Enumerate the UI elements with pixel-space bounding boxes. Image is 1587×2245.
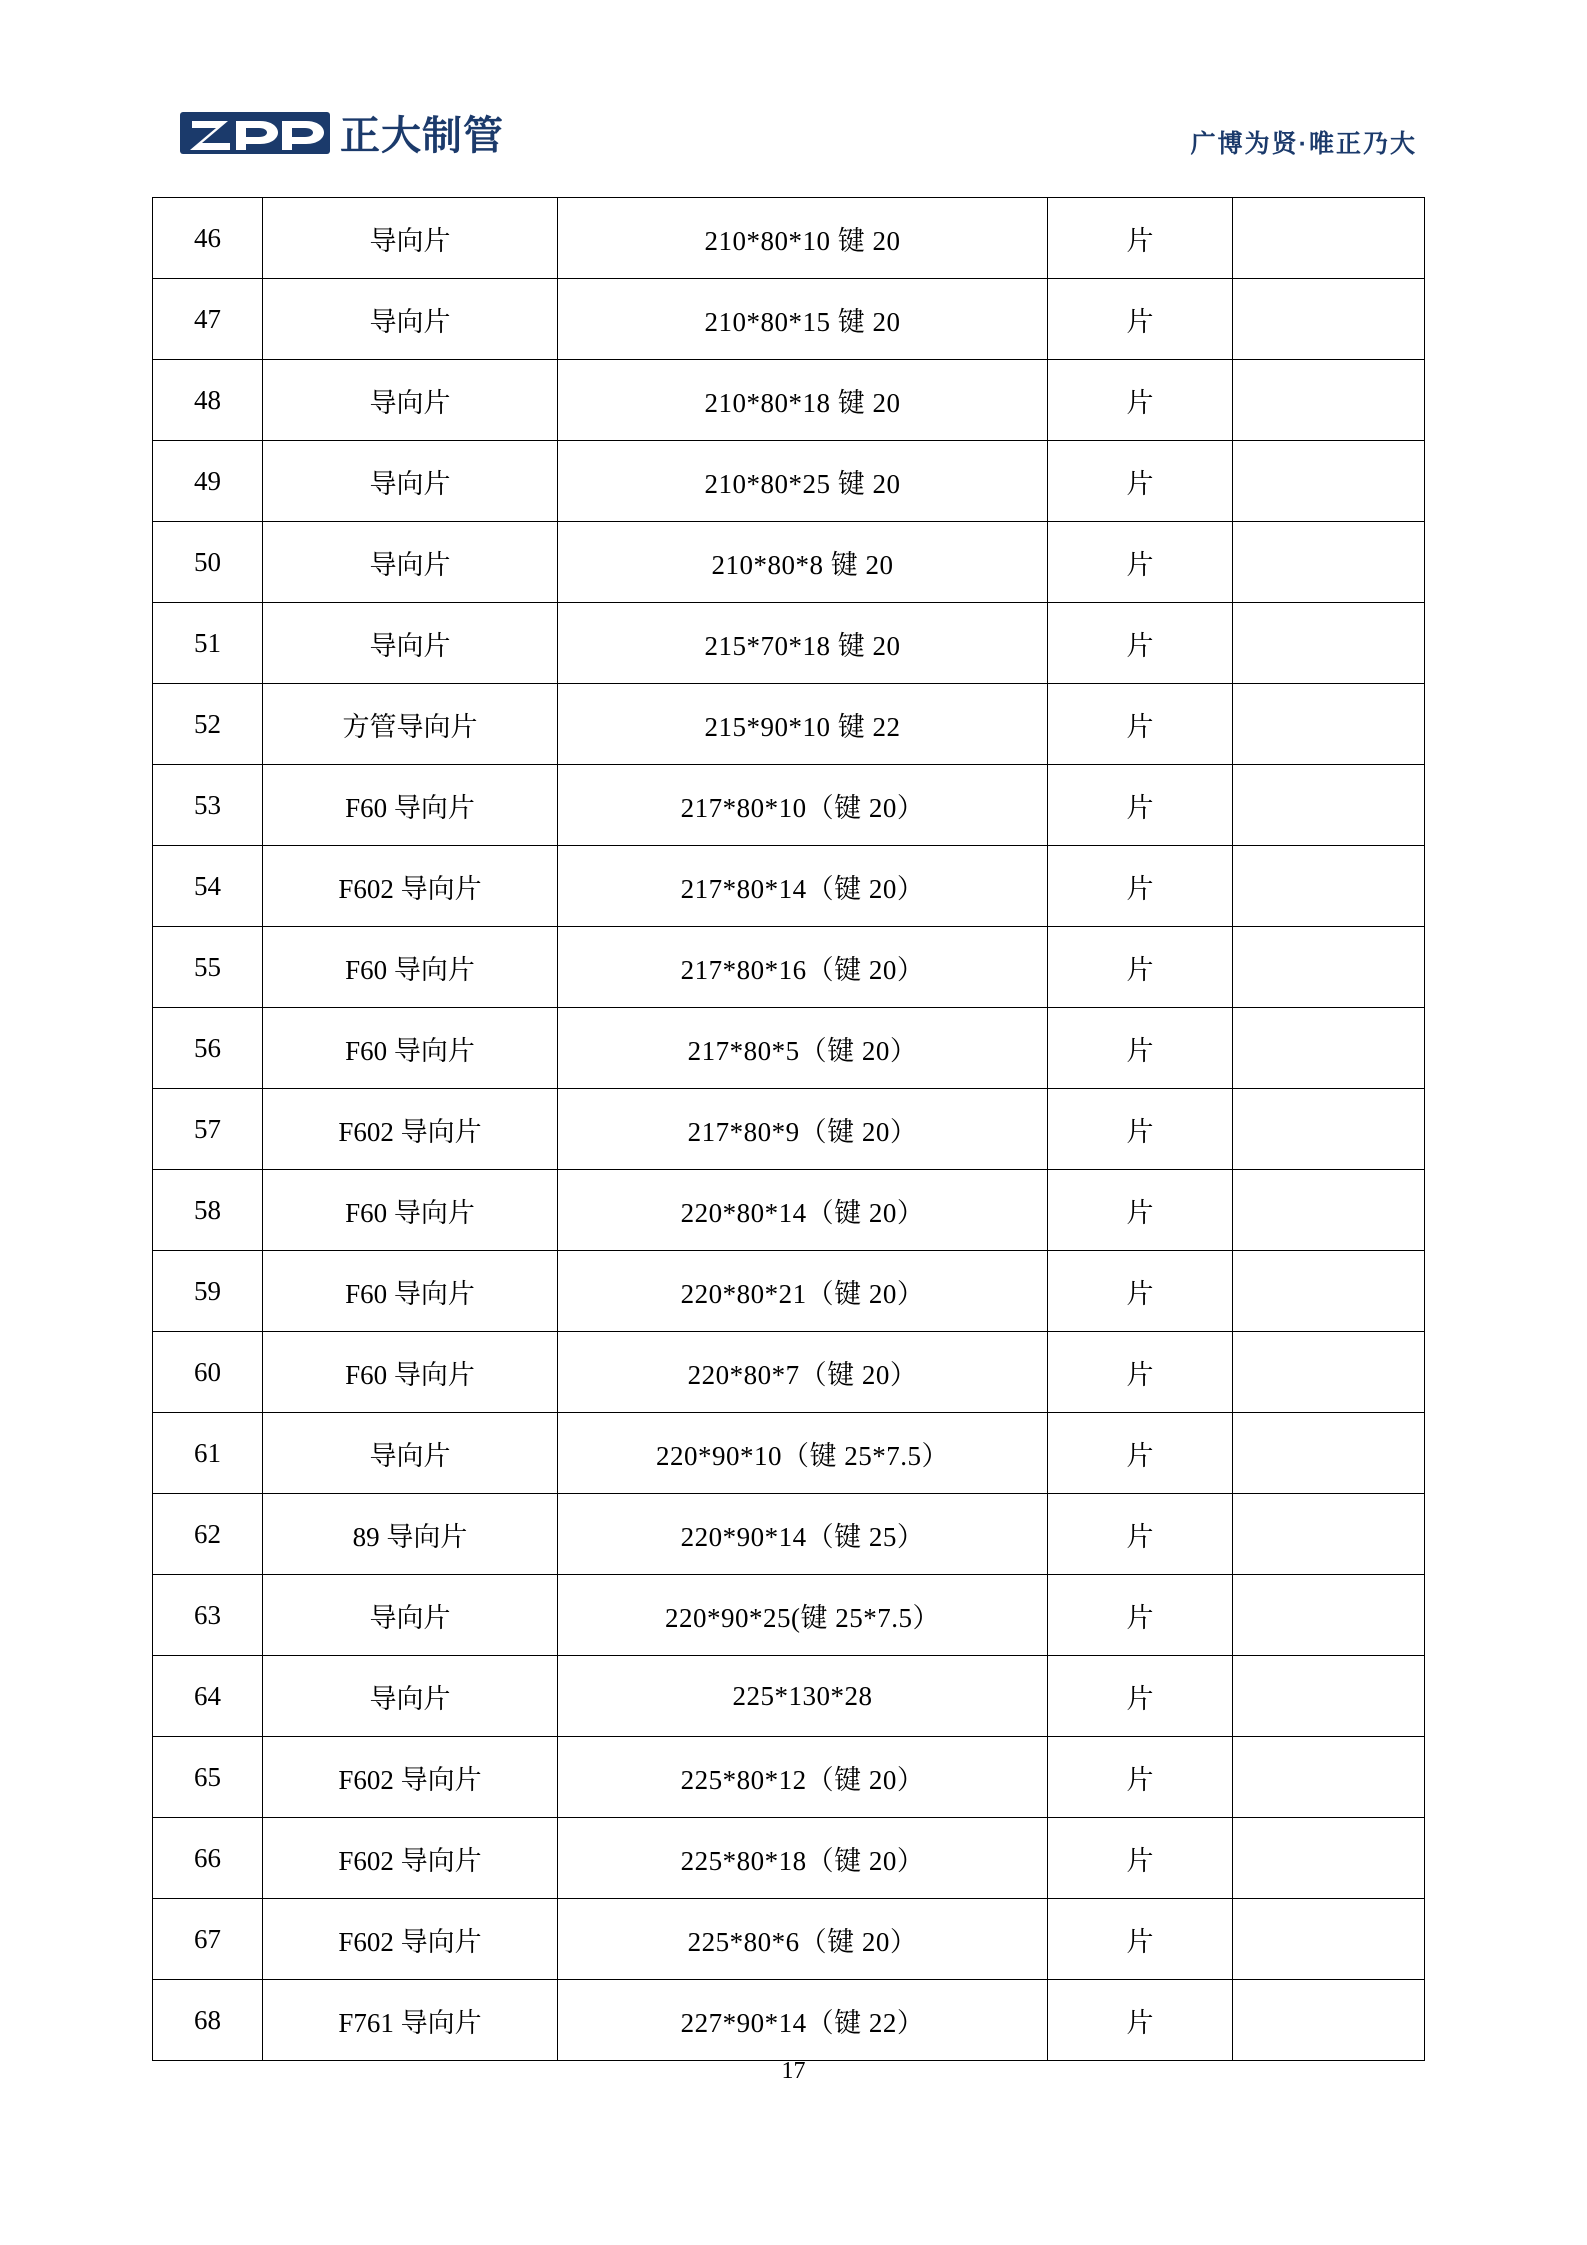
cell-unit: 片 [1048, 1332, 1233, 1413]
cell-spec: 220*90*25(键 25*7.5） [558, 1575, 1048, 1656]
cell-no: 63 [153, 1575, 263, 1656]
cell-unit: 片 [1048, 603, 1233, 684]
cell-no: 68 [153, 1980, 263, 2061]
cell-unit: 片 [1048, 1251, 1233, 1332]
cell-name: F60 导向片 [263, 1170, 558, 1251]
cell-spec: 210*80*18 键 20 [558, 360, 1048, 441]
cell-no: 49 [153, 441, 263, 522]
company-logo [180, 110, 504, 161]
cell-name: F602 导向片 [263, 1737, 558, 1818]
cell-qty [1233, 360, 1425, 441]
cell-spec: 217*80*9（键 20） [558, 1089, 1048, 1170]
parts-table [152, 197, 1425, 2061]
cell-name: 导向片 [263, 1413, 558, 1494]
cell-unit: 片 [1048, 927, 1233, 1008]
cell-spec: 210*80*10 键 20 [558, 198, 1048, 279]
cell-no: 55 [153, 927, 263, 1008]
cell-qty [1233, 1737, 1425, 1818]
table-row [153, 1089, 1425, 1170]
cell-unit: 片 [1048, 279, 1233, 360]
cell-spec: 220*80*14（键 20） [558, 1170, 1048, 1251]
cell-unit: 片 [1048, 1008, 1233, 1089]
cell-spec: 210*80*25 键 20 [558, 441, 1048, 522]
cell-name: F60 导向片 [263, 927, 558, 1008]
table-row [153, 684, 1425, 765]
table-row [153, 1170, 1425, 1251]
cell-unit: 片 [1048, 684, 1233, 765]
cell-name: 导向片 [263, 603, 558, 684]
cell-spec: 215*90*10 键 22 [558, 684, 1048, 765]
cell-unit: 片 [1048, 846, 1233, 927]
cell-no: 46 [153, 198, 263, 279]
cell-qty [1233, 603, 1425, 684]
cell-spec: 217*80*5（键 20） [558, 1008, 1048, 1089]
cell-no: 58 [153, 1170, 263, 1251]
cell-name: 导向片 [263, 441, 558, 522]
cell-name: F761 导向片 [263, 1980, 558, 2061]
cell-spec: 217*80*16（键 20） [558, 927, 1048, 1008]
cell-name: 导向片 [263, 360, 558, 441]
cell-spec: 215*70*18 键 20 [558, 603, 1048, 684]
cell-no: 50 [153, 522, 263, 603]
cell-spec: 225*130*28 [558, 1656, 1048, 1737]
cell-no: 67 [153, 1899, 263, 1980]
cell-no: 64 [153, 1656, 263, 1737]
cell-qty [1233, 1170, 1425, 1251]
table-row [153, 603, 1425, 684]
cell-unit: 片 [1048, 1170, 1233, 1251]
table-row [153, 1413, 1425, 1494]
cell-qty [1233, 441, 1425, 522]
cell-name: 导向片 [263, 522, 558, 603]
table-row [153, 1332, 1425, 1413]
table-row [153, 927, 1425, 1008]
cell-no: 57 [153, 1089, 263, 1170]
table-row [153, 360, 1425, 441]
cell-name: 导向片 [263, 1656, 558, 1737]
cell-spec: 217*80*10（键 20） [558, 765, 1048, 846]
cell-spec: 220*80*7（键 20） [558, 1332, 1048, 1413]
table-row [153, 522, 1425, 603]
cell-name: F60 导向片 [263, 1251, 558, 1332]
cell-qty [1233, 846, 1425, 927]
cell-no: 60 [153, 1332, 263, 1413]
table-row [153, 441, 1425, 522]
cell-unit: 片 [1048, 1818, 1233, 1899]
cell-qty [1233, 1494, 1425, 1575]
company-name: 正大制管 [340, 113, 504, 158]
cell-no: 48 [153, 360, 263, 441]
company-tagline: 广博为贤·唯正乃大 [1190, 130, 1417, 158]
cell-qty [1233, 279, 1425, 360]
cell-unit: 片 [1048, 765, 1233, 846]
cell-unit: 片 [1048, 522, 1233, 603]
cell-name: F60 导向片 [263, 1332, 558, 1413]
zdp-logo-icon [180, 110, 330, 161]
table-row [153, 1008, 1425, 1089]
cell-spec: 227*90*14（键 22） [558, 1980, 1048, 2061]
cell-unit: 片 [1048, 1737, 1233, 1818]
cell-spec: 217*80*14（键 20） [558, 846, 1048, 927]
cell-spec: 210*80*8 键 20 [558, 522, 1048, 603]
table-row [153, 1737, 1425, 1818]
table-row [153, 1494, 1425, 1575]
cell-qty [1233, 684, 1425, 765]
table-row [153, 1575, 1425, 1656]
cell-spec: 225*80*12（键 20） [558, 1737, 1048, 1818]
table-row [153, 1656, 1425, 1737]
table-row [153, 846, 1425, 927]
page-number: 17 [781, 2058, 806, 2084]
cell-qty [1233, 1656, 1425, 1737]
cell-name: 导向片 [263, 198, 558, 279]
cell-qty [1233, 765, 1425, 846]
cell-qty [1233, 1818, 1425, 1899]
cell-unit: 片 [1048, 1494, 1233, 1575]
cell-qty [1233, 1980, 1425, 2061]
cell-unit: 片 [1048, 1980, 1233, 2061]
cell-spec: 220*80*21（键 20） [558, 1251, 1048, 1332]
cell-no: 59 [153, 1251, 263, 1332]
parts-table-body [153, 198, 1425, 2061]
cell-spec: 210*80*15 键 20 [558, 279, 1048, 360]
parts-table-container [152, 197, 1424, 2061]
cell-no: 53 [153, 765, 263, 846]
cell-no: 54 [153, 846, 263, 927]
cell-qty [1233, 1251, 1425, 1332]
cell-qty [1233, 522, 1425, 603]
cell-unit: 片 [1048, 1899, 1233, 1980]
cell-name: 导向片 [263, 1575, 558, 1656]
cell-no: 61 [153, 1413, 263, 1494]
cell-no: 65 [153, 1737, 263, 1818]
cell-qty [1233, 1413, 1425, 1494]
table-row [153, 1818, 1425, 1899]
cell-name: 方管导向片 [263, 684, 558, 765]
cell-name: F602 导向片 [263, 846, 558, 927]
cell-unit: 片 [1048, 1413, 1233, 1494]
cell-no: 62 [153, 1494, 263, 1575]
table-row [153, 765, 1425, 846]
cell-no: 56 [153, 1008, 263, 1089]
cell-name: 导向片 [263, 279, 558, 360]
cell-qty [1233, 198, 1425, 279]
table-row [153, 279, 1425, 360]
cell-unit: 片 [1048, 198, 1233, 279]
cell-name: F602 导向片 [263, 1089, 558, 1170]
cell-qty [1233, 1332, 1425, 1413]
cell-spec: 220*90*14（键 25） [558, 1494, 1048, 1575]
cell-no: 66 [153, 1818, 263, 1899]
table-row [153, 1980, 1425, 2061]
cell-spec: 220*90*10（键 25*7.5） [558, 1413, 1048, 1494]
table-row [153, 198, 1425, 279]
cell-name: F60 导向片 [263, 1008, 558, 1089]
cell-name: F60 导向片 [263, 765, 558, 846]
table-row [153, 1251, 1425, 1332]
cell-qty [1233, 1575, 1425, 1656]
cell-qty [1233, 927, 1425, 1008]
cell-name: 89 导向片 [263, 1494, 558, 1575]
cell-no: 47 [153, 279, 263, 360]
cell-no: 52 [153, 684, 263, 765]
cell-unit: 片 [1048, 360, 1233, 441]
cell-qty [1233, 1089, 1425, 1170]
cell-spec: 225*80*18（键 20） [558, 1818, 1048, 1899]
cell-unit: 片 [1048, 1575, 1233, 1656]
cell-qty [1233, 1899, 1425, 1980]
cell-qty [1233, 1008, 1425, 1089]
cell-no: 51 [153, 603, 263, 684]
cell-unit: 片 [1048, 1089, 1233, 1170]
cell-spec: 225*80*6（键 20） [558, 1899, 1048, 1980]
table-row [153, 1899, 1425, 1980]
cell-name: F602 导向片 [263, 1899, 558, 1980]
cell-unit: 片 [1048, 1656, 1233, 1737]
cell-name: F602 导向片 [263, 1818, 558, 1899]
cell-unit: 片 [1048, 441, 1233, 522]
page-header [150, 110, 1437, 180]
